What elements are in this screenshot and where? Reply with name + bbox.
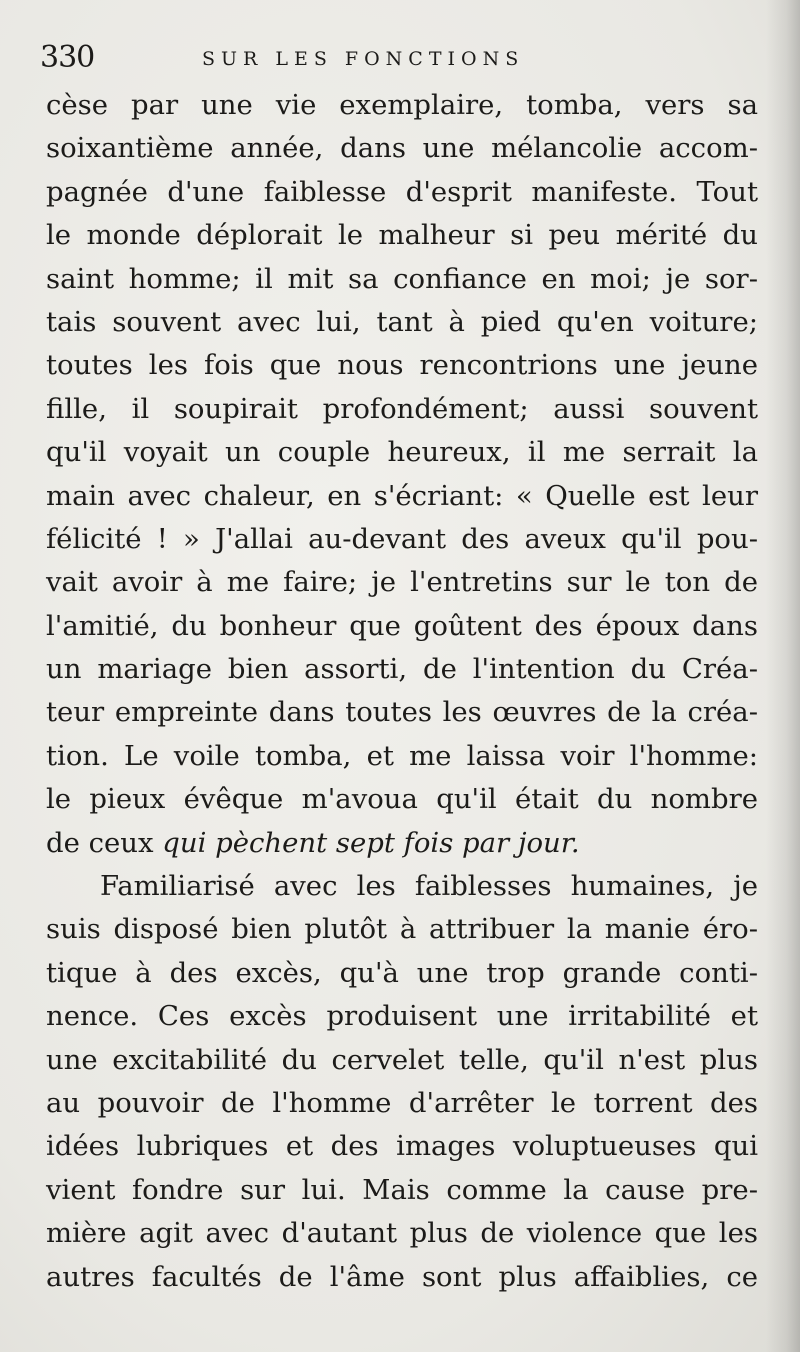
text-line: vait avoir à me faire; je l'entretins sur le ton de: [46, 566, 758, 599]
running-title: SUR LES FONCTIONS: [202, 48, 525, 70]
text-line: mière agit avec d'autant plus de violence que les: [46, 1217, 758, 1250]
text-line: suis disposé bien plutôt à attribuer la manie éro-: [46, 913, 758, 946]
text-line: idées lubriques et des images voluptueuses qui: [46, 1130, 758, 1163]
paragraph-2: [46, 865, 758, 1299]
text-line: tique à des excès, qu'à une trop grande conti-: [46, 956, 758, 989]
text-line: au pouvoir de l'homme d'arrêter le torrent des: [46, 1086, 758, 1119]
text-line: pagnée d'une faiblesse d'esprit manifeste. Tout: [46, 175, 758, 208]
page-edge-shadow: [766, 0, 800, 1352]
text-line: toutes les fois que nous rencontrions une jeune: [46, 349, 758, 382]
text-line: une excitabilité du cervelet telle, qu'il n'est plus: [46, 1043, 758, 1076]
text-line: nence. Ces excès produisent une irritabilité et: [46, 1000, 758, 1033]
text-line: tais souvent avec lui, tant à pied qu'en voiture;: [46, 305, 758, 338]
text-line: teur empreinte dans toutes les œuvres de la créa-: [46, 696, 758, 729]
text-line: qu'il voyait un couple heureux, il me serrait la: [46, 436, 758, 469]
text-line: autres facultés de l'âme sont plus affaiblies, ce: [46, 1260, 758, 1293]
text-line: cèse par une vie exemplaire, tomba, vers sa: [46, 89, 758, 121]
text-line-final: [46, 822, 758, 865]
text-line: main avec chaleur, en s'écriant: « Quelle est leur: [46, 479, 758, 512]
paragraph-1: [46, 84, 758, 865]
text-line: tion. Le voile tomba, et me laissa voir l'homme:: [46, 739, 758, 772]
text-roman: de ceux: [46, 826, 163, 859]
page-header: [40, 40, 760, 80]
text-italic: qui pèchent sept fois par jour.: [162, 826, 580, 859]
body-text: [46, 84, 758, 1299]
text-line: fille, il soupirait profondément; aussi souvent: [46, 392, 758, 425]
text-line: soixantième année, dans une mélancolie accom-: [46, 132, 758, 165]
text-line: félicité ! » J'allai au-devant des aveux qu'il pou-: [46, 522, 758, 555]
text-line: Familiarisé avec les faiblesses humaines, je: [100, 870, 758, 903]
text-line: le monde déplorait le malheur si peu mérité du: [46, 219, 758, 252]
text-line: vient fondre sur lui. Mais comme la cause pre-: [46, 1173, 758, 1206]
text-line: un mariage bien assorti, de l'intention du Créa-: [46, 653, 758, 686]
page-number: 330: [40, 40, 95, 75]
text-line: le pieux évêque m'avoua qu'il était du nombre: [46, 783, 758, 816]
text-line: l'amitié, du bonheur que goûtent des époux dans: [46, 609, 758, 642]
text-line: saint homme; il mit sa confiance en moi; je sor-: [46, 262, 758, 295]
